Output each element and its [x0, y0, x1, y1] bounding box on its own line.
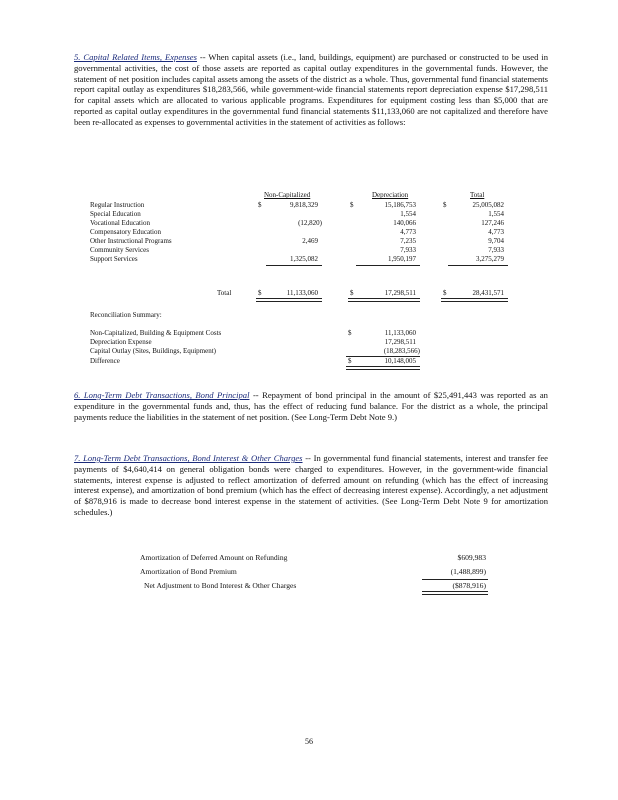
depreciation-value: 7,933	[400, 246, 416, 254]
double-rule	[346, 366, 420, 370]
row-label: Special Education	[90, 210, 141, 218]
dollar-sign: $	[348, 329, 352, 337]
paragraph-capital-expenses	[74, 52, 548, 128]
dollar-sign: $	[258, 201, 262, 209]
dollar-sign: $	[258, 289, 262, 297]
recon-label: Difference	[90, 357, 120, 365]
row-label: Community Services	[90, 246, 149, 254]
col-header-total: Total	[470, 191, 485, 199]
depreciation-value: 15,186,753	[384, 201, 416, 209]
depreciation-value: 140,066	[393, 219, 416, 227]
noncap-value: (12,820)	[298, 219, 322, 227]
paragraph-body: -- Repayment of bond principal in the amount of $25,491,443 was reported as an expenditure in the governmental funds and, thus, has the effect of reducing fund balance. For the district as a whole, the principal payments reduce the liabilities in the statement of net position. (See Long-Term Debt Note 9.)	[74, 390, 548, 422]
subtotal-rule	[448, 265, 508, 266]
paragraph-body: -- In governmental fund financial statements, interest and transfer fee payments of $4,640,414 on general obligation bonds were charged to expenditures. However, in the government-wide financial statements, interest expense is adjusted to reflect amortization of deferred amount on refunding (which has the effect of increasing interest expense), and amortization of bond premium (which has the effect of decreasing interest expense). Accordingly, a net adjustment of $878,916 is made to decrease bond interest expense in the statement of activities. (See Long-Term Debt Note 9 for amortization schedules.)	[74, 453, 548, 517]
paragraph-bond-principal	[74, 390, 548, 422]
total-value: 4,773	[488, 228, 504, 236]
depreciation-total: 17,298,511	[384, 289, 416, 297]
recon-value: 11,133,060	[384, 329, 416, 337]
reconciliation-title: Reconciliation Summary:	[90, 311, 162, 319]
total-label: Total	[217, 289, 232, 297]
dollar-sign: $	[443, 201, 447, 209]
noncap-value: 9,818,329	[290, 201, 318, 209]
amort-value: $609,983	[457, 553, 486, 562]
total-value: 3,275,279	[476, 255, 504, 263]
amort-label: Net Adjustment to Bond Interest & Other Charges	[144, 581, 297, 590]
depreciation-value: 1,554	[400, 210, 416, 218]
double-rule	[441, 298, 508, 302]
double-rule	[422, 591, 488, 595]
row-label: Vocational Education	[90, 219, 150, 227]
amort-rule	[422, 579, 488, 580]
total-value: 25,005,082	[472, 201, 504, 209]
amort-value: (1,488,899)	[450, 567, 486, 576]
recon-value: 10,148,005	[384, 357, 416, 365]
double-rule	[348, 298, 420, 302]
dollar-sign: $	[348, 357, 352, 365]
paragraph-title: 5. Capital Related Items, Expenses	[74, 52, 197, 62]
row-label: Support Services	[90, 255, 138, 263]
row-label: Compensatory Education	[90, 228, 161, 236]
noncap-value: 2,469	[302, 237, 318, 245]
subtotal-rule	[356, 265, 420, 266]
row-label: Other Instructional Programs	[90, 237, 172, 245]
dollar-sign: $	[350, 201, 354, 209]
col-header-depreciation: Depreciation	[372, 191, 409, 199]
amort-label: Amortization of Deferred Amount on Refunding	[140, 553, 288, 562]
total-value: 7,933	[488, 246, 504, 254]
recon-label: Capital Outlay (Sites, Buildings, Equipment)	[90, 347, 216, 355]
depreciation-value: 4,773	[400, 228, 416, 236]
grand-total: 28,431,571	[472, 289, 504, 297]
page-number: 56	[305, 737, 313, 746]
recon-value: (18,283,566)	[383, 347, 420, 355]
noncap-value: 1,325,082	[290, 255, 318, 263]
depreciation-value: 1,950,197	[388, 255, 416, 263]
total-value: 127,246	[481, 219, 504, 227]
depreciation-value: 7,235	[400, 237, 416, 245]
subtotal-rule	[266, 265, 322, 266]
total-value: 9,704	[488, 237, 504, 245]
row-label: Regular Instruction	[90, 201, 145, 209]
amort-value: ($878,916)	[452, 581, 486, 590]
paragraph-title: 7. Long-Term Debt Transactions, Bond Interest & Other Charges	[74, 453, 303, 463]
recon-value: 17,298,511	[384, 338, 416, 346]
recon-label: Depreciation Expense	[90, 338, 152, 346]
amort-label: Amortization of Bond Premium	[140, 567, 237, 576]
paragraph-bond-interest	[74, 453, 548, 518]
noncap-total: 11,133,060	[286, 289, 318, 297]
dollar-sign: $	[443, 289, 447, 297]
col-header-noncap: Non-Capitalized	[264, 191, 311, 199]
total-value: 1,554	[488, 210, 504, 218]
paragraph-title: 6. Long-Term Debt Transactions, Bond Principal	[74, 390, 250, 400]
double-rule	[256, 298, 322, 302]
recon-label: Non-Capitalized, Building & Equipment Costs	[90, 329, 222, 337]
paragraph-body: -- When capital assets (i.e., land, buildings, equipment) are purchased or constructed to be used in governmental activities, the cost of those assets are reported as capital outlay expenditures in the governmental funds. However, the statement of net position includes capital assets among the assets of the district as a whole. Thus, governmental fund financial statements report capital outlay as expenditures $18,283,566, while government-wide financial statements report depreciation expense $17,298,511 for capital assets which are allocated to various applicable programs. Expenditures for equipment costing less than $5,000 that are reported as capital outlay expenditures in the governmental fund financial statements $11,133,060 are not capitalized and therefore have been re-allocated as expenses to governmental activities in the statement of activities as follows:	[74, 52, 548, 127]
dollar-sign: $	[350, 289, 354, 297]
